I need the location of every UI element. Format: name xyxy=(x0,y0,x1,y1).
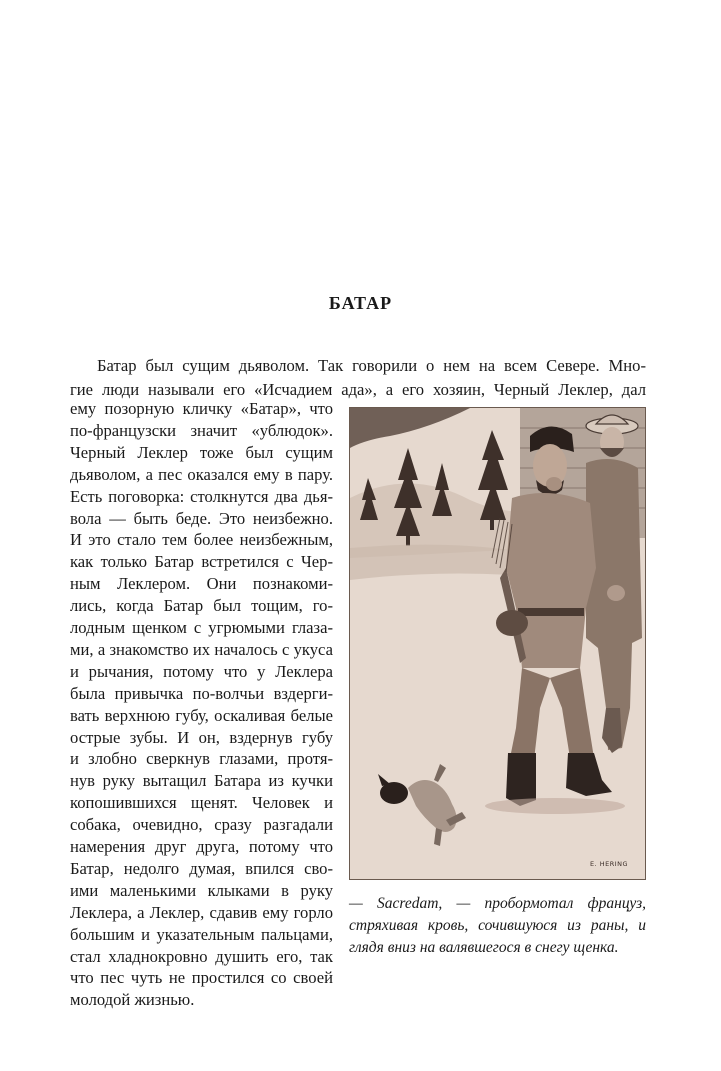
text-line: намерения друг друга, потому что xyxy=(70,837,333,856)
text-line: собака, очевидно, сразу разгадали xyxy=(70,815,333,835)
text-line: Черный Леклер тоже был сущим xyxy=(70,442,333,462)
text-line: И это стало тем более неизбежным, xyxy=(70,530,333,550)
text-line: что пес чуть не простился со своей xyxy=(70,968,333,988)
text-line: дьяволом, а пес оказался ему в пару. xyxy=(70,464,333,484)
text-line: нув руку вытащил Батара из кучки xyxy=(70,771,333,791)
text-line: была привычка по-волчьи вздерги- xyxy=(70,683,333,703)
illustration xyxy=(349,407,646,880)
text-line: и злобно сверкнув глазами, протя- xyxy=(70,749,333,769)
text-line: как только Батар встретился с Чер- xyxy=(70,552,333,572)
text-line: Есть поговорка: столкнутся два дья- xyxy=(70,486,333,506)
text-line: гие люди называли его «Исчадием ада», а его хозяин, Черный Леклер, дал xyxy=(70,380,646,399)
text-line: лись, когда Батар был тощим, го- xyxy=(70,596,333,616)
text-line: острые зубы. И он, вздернув губу xyxy=(70,727,333,747)
text-line: вола — быть беде. Это неизбежно. xyxy=(70,508,333,528)
text-line: и рычания, потому что у Леклера xyxy=(70,661,333,681)
illustration-drawing xyxy=(350,408,645,879)
text-line: вать верхнюю губу, оскаливая белые xyxy=(70,705,333,725)
text-line: Леклера, а Леклер, сдавив ему горло xyxy=(70,902,333,922)
text-line: ими маленькими клыками в руку xyxy=(70,880,333,900)
text-line: большим и указательным пальцами, xyxy=(70,924,333,944)
text-line: копошившихся щенят. Человек и xyxy=(70,793,333,813)
caption-line: глядя вниз на валявшегося в снегу щенка. xyxy=(349,939,619,956)
illustration-signature: E. HERING xyxy=(590,860,629,868)
caption-line: — Sacredam, — пробормотал француз, xyxy=(349,895,646,912)
text-line: по-французски значит «ублюдок». xyxy=(70,420,333,440)
text-line: молодой жизнью. xyxy=(70,990,195,1010)
text-line: стал хладнокровно душить его, так xyxy=(70,946,333,966)
text-line: Батар, недолго думая, впился сво- xyxy=(70,858,333,878)
text-line: ему позорную кличку «Батар», что xyxy=(70,399,333,418)
text-line: ми, а знакомство их началось с укуса xyxy=(70,639,333,659)
chapter-title: БАТАР xyxy=(328,293,393,313)
text-line: лодным щенком с угрюмыми глаза- xyxy=(70,618,333,637)
caption-line: стряхивая кровь, сочившуюся из раны, и xyxy=(349,917,646,934)
text-line: ным Леклером. Они познакоми- xyxy=(70,574,333,594)
text-line: Батар был сущим дьяволом. Так говорили о нем на всем Севере. Мно- xyxy=(97,356,646,375)
